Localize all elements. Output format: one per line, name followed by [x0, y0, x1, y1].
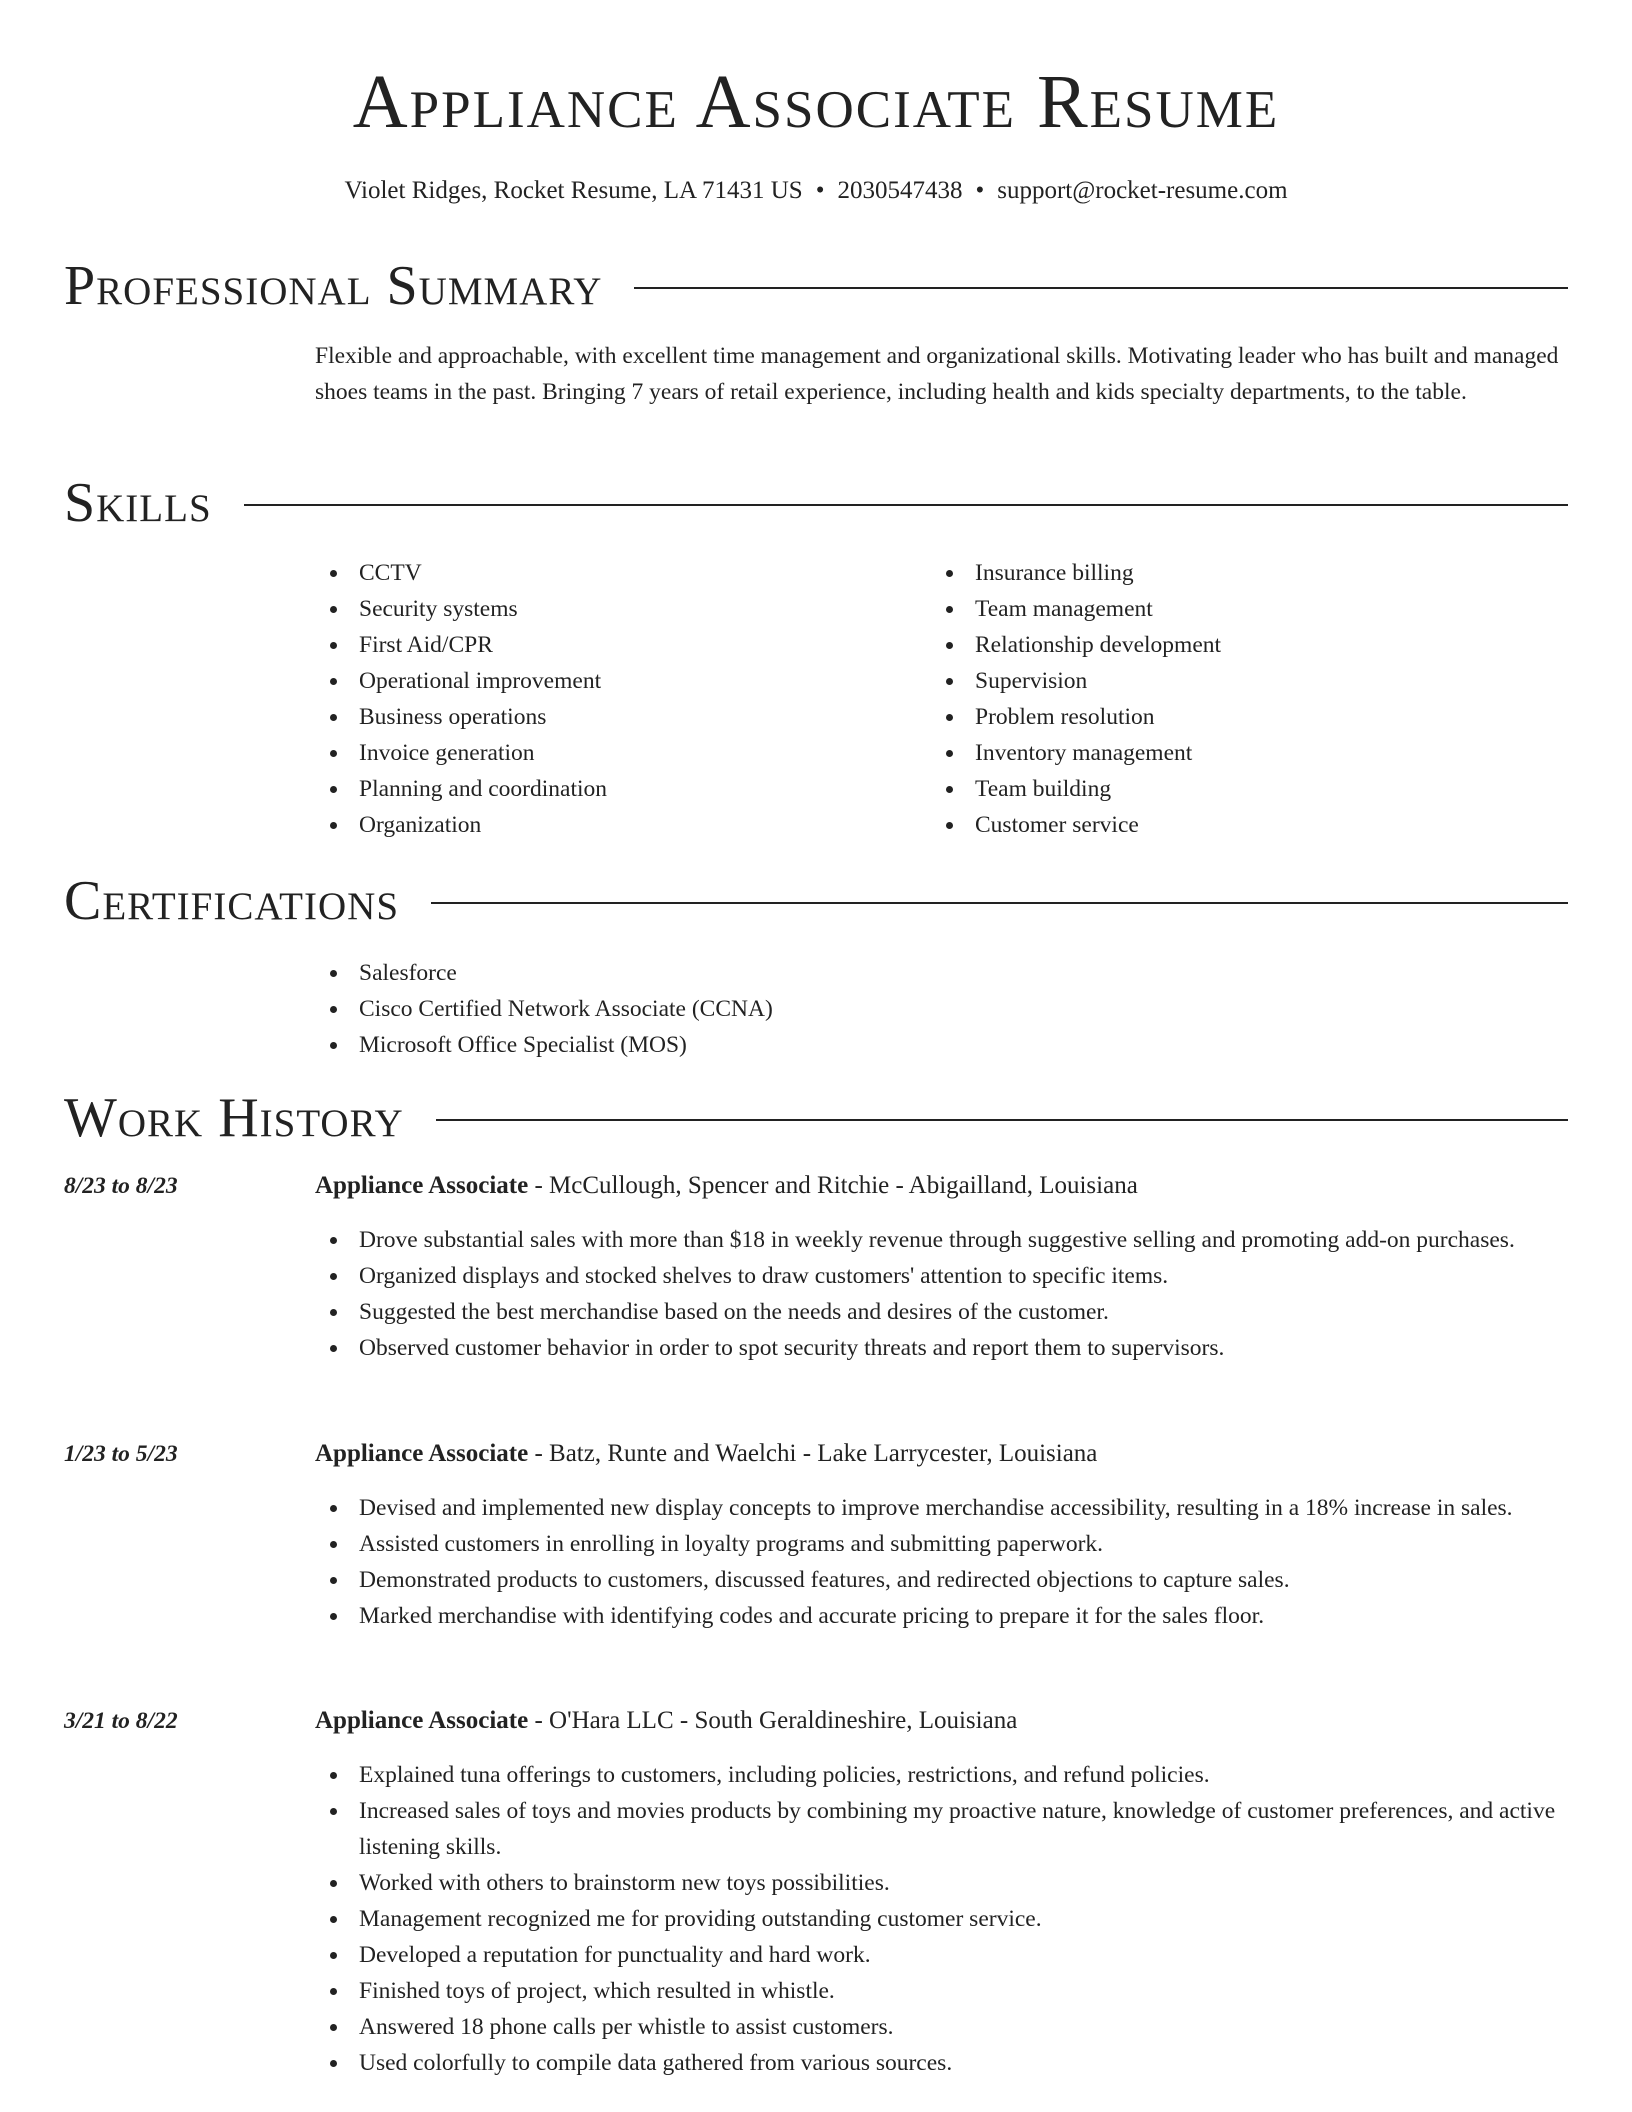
duty-item-text: Organized displays and stocked shelves to draw customers' attention to specific items. — [359, 1263, 1169, 1289]
bullet-icon — [946, 678, 953, 685]
bullet-icon — [330, 2060, 337, 2067]
contact-separator: • — [975, 177, 985, 204]
certification-item — [315, 991, 1215, 1027]
duty-item-text: Increased sales of toys and movies products by combining my proactive nature, knowledge of customer preferences, and active listening skills. — [359, 1798, 1556, 1860]
duty-item — [315, 1901, 1565, 1937]
job-role: Appliance Associate — [315, 1707, 529, 1734]
duty-item — [315, 1258, 1565, 1294]
duty-item-text: Observed customer behavior in order to spot security threats and report them to supervisors. — [359, 1335, 1225, 1361]
duty-item-text: Developed a reputation for punctuality and hard work. — [359, 1942, 871, 1968]
job-title-line — [315, 1703, 1017, 1739]
bullet-icon — [330, 1808, 337, 1815]
skill-item — [315, 735, 875, 771]
job-dates: 1/23 to 5/23 — [64, 1441, 178, 1467]
skills-section-header — [64, 470, 1568, 536]
duty-item-text: Management recognized me for providing outstanding customer service. — [359, 1906, 1042, 1932]
bullet-icon — [330, 714, 337, 721]
skill-item-text: Operational improvement — [359, 668, 602, 694]
skill-item — [931, 627, 1491, 663]
skill-item-text: Customer service — [975, 812, 1139, 838]
duty-item — [315, 1330, 1565, 1366]
job-duties — [315, 1490, 1565, 1634]
skill-item — [315, 771, 875, 807]
skill-item-text: Problem resolution — [975, 704, 1155, 730]
skill-item — [315, 591, 875, 627]
duty-item — [315, 1562, 1565, 1598]
bullet-icon — [330, 750, 337, 757]
skills-heading: Skills — [64, 472, 212, 534]
bullet-icon — [330, 786, 337, 793]
bullet-icon — [330, 1952, 337, 1959]
job-role: Appliance Associate — [315, 1172, 529, 1199]
job-duties — [315, 1757, 1565, 2081]
certification-item-text: Salesforce — [359, 960, 457, 986]
work-heading: Work History — [64, 1087, 404, 1149]
bullet-icon — [946, 570, 953, 577]
skills-column-left — [315, 555, 875, 843]
summary-section-header — [64, 253, 1568, 319]
resume-title: Appliance Associate Resume — [352, 60, 1280, 144]
certifications-heading: Certifications — [64, 870, 400, 932]
certifications-block — [315, 955, 1215, 1063]
bullet-icon — [330, 1345, 337, 1352]
duty-item-text: Finished toys of project, which resulted in whistle. — [359, 1978, 835, 2004]
duty-item-text: Demonstrated products to customers, discussed features, and redirected objections to capture sales. — [359, 1567, 1290, 1593]
skill-item-text: CCTV — [359, 560, 422, 586]
bullet-icon — [330, 1273, 337, 1280]
summary-heading: Professional Summary — [64, 255, 603, 317]
duty-item — [315, 1490, 1565, 1526]
job-duties-list — [315, 1490, 1565, 1634]
duty-item — [315, 1222, 1565, 1258]
skill-item-text: First Aid/CPR — [359, 632, 493, 658]
bullet-icon — [330, 678, 337, 685]
section-divider — [244, 504, 1568, 506]
bullet-icon — [330, 1237, 337, 1244]
bullet-icon — [330, 1042, 337, 1049]
job-duties-list — [315, 1222, 1565, 1366]
skill-item-text: Organization — [359, 812, 482, 838]
skill-item-text: Team building — [975, 776, 1112, 802]
duty-item — [315, 1757, 1565, 1793]
duty-item-text: Devised and implemented new display concepts to improve merchandise accessibility, resulting in a 18% increase in sales. — [359, 1495, 1513, 1521]
duty-item-text: Explained tuna offerings to customers, including policies, restrictions, and refund policies. — [359, 1762, 1210, 1788]
skill-item — [931, 663, 1491, 699]
duty-item-text: Answered 18 phone calls per whistle to assist customers. — [359, 2014, 894, 2040]
section-divider — [431, 902, 1568, 904]
job-dates: 8/23 to 8/23 — [64, 1173, 178, 1199]
duty-item — [315, 1937, 1565, 1973]
skill-item-text: Relationship development — [975, 632, 1222, 658]
bullet-icon — [946, 714, 953, 721]
work-section-header — [64, 1085, 1568, 1151]
certifications-section-header — [64, 868, 1568, 934]
duty-item-text: Marked merchandise with identifying codes and accurate pricing to prepare it for the sales floor. — [359, 1603, 1265, 1629]
duty-item-text: Suggested the best merchandise based on the needs and desires of the customer. — [359, 1299, 1109, 1325]
duty-item — [315, 1973, 1565, 2009]
bullet-icon — [330, 570, 337, 577]
bullet-icon — [330, 1505, 337, 1512]
bullet-icon — [330, 1988, 337, 1995]
job-employer: - Batz, Runte and Waelchi - Lake Larrycester, Louisiana — [528, 1440, 1098, 1467]
skills-column-right — [931, 555, 1491, 843]
skill-item-text: Planning and coordination — [359, 776, 608, 802]
skills-list-right — [931, 555, 1491, 843]
job-employer: - McCullough, Spencer and Ritchie - Abigailland, Louisiana — [528, 1172, 1138, 1199]
certification-item-text: Microsoft Office Specialist (MOS) — [359, 1032, 687, 1058]
bullet-icon — [946, 642, 953, 649]
bullet-icon — [330, 970, 337, 977]
skill-item-text: Insurance billing — [975, 560, 1134, 586]
skill-item — [931, 807, 1491, 843]
skill-item — [315, 627, 875, 663]
duty-item-text: Used colorfully to compile data gathered from various sources. — [359, 2050, 953, 2076]
contact-separator: • — [815, 177, 825, 204]
job-role: Appliance Associate — [315, 1440, 529, 1467]
certification-item — [315, 1027, 1215, 1063]
skill-item-text: Supervision — [975, 668, 1088, 694]
duty-item — [315, 1526, 1565, 1562]
skill-item — [315, 699, 875, 735]
bullet-icon — [330, 1880, 337, 1887]
bullet-icon — [946, 786, 953, 793]
summary-text: Flexible and approachable, with excellent time management and organizational skills. Motivating leader who has built and managed shoes teams in the past. Bringing 7 years of retail experience, including health and kids specialty departments, to the table. — [315, 343, 1559, 405]
job-title-line — [315, 1436, 1097, 1472]
duty-item — [315, 2045, 1565, 2081]
contact-line — [0, 174, 1632, 208]
job-duties-list — [315, 1757, 1565, 2081]
certification-item — [315, 955, 1215, 991]
skill-item — [931, 555, 1491, 591]
job-employer: - O'Hara LLC - South Geraldineshire, Louisiana — [528, 1707, 1018, 1734]
contact-phone: 2030547438 — [837, 177, 963, 204]
bullet-icon — [330, 1577, 337, 1584]
bullet-icon — [946, 750, 953, 757]
skills-list-left — [315, 555, 875, 843]
skill-item — [315, 555, 875, 591]
skill-item-text: Business operations — [359, 704, 547, 730]
bullet-icon — [330, 1309, 337, 1316]
duty-item — [315, 1598, 1565, 1634]
duty-item-text: Assisted customers in enrolling in loyalty programs and submitting paperwork. — [359, 1531, 1104, 1557]
contact-email: support@rocket-resume.com — [997, 177, 1288, 204]
skill-item — [931, 735, 1491, 771]
contact-address: Violet Ridges, Rocket Resume, LA 71431 US — [344, 177, 803, 204]
bullet-icon — [946, 606, 953, 613]
bullet-icon — [946, 822, 953, 829]
bullet-icon — [330, 1006, 337, 1013]
section-divider — [436, 1119, 1568, 1121]
job-duties — [315, 1222, 1565, 1366]
bullet-icon — [330, 1613, 337, 1620]
skill-item-text: Invoice generation — [359, 740, 535, 766]
bullet-icon — [330, 2024, 337, 2031]
skill-item-text: Inventory management — [975, 740, 1193, 766]
bullet-icon — [330, 1541, 337, 1548]
skill-item — [315, 807, 875, 843]
bullet-icon — [330, 1916, 337, 1923]
duty-item-text: Drove substantial sales with more than $18 in weekly revenue through suggestive selling and promoting add-on purchases. — [359, 1227, 1515, 1253]
certification-item-text: Cisco Certified Network Associate (CCNA) — [359, 996, 773, 1022]
certifications-list — [315, 955, 1215, 1063]
duty-item — [315, 1865, 1565, 1901]
bullet-icon — [330, 606, 337, 613]
duty-item — [315, 1793, 1565, 1865]
duty-item — [315, 2009, 1565, 2045]
bullet-icon — [330, 642, 337, 649]
skill-item-text: Team management — [975, 596, 1153, 622]
skill-item — [931, 771, 1491, 807]
skill-item — [315, 663, 875, 699]
skill-item — [931, 699, 1491, 735]
job-title-line — [315, 1168, 1138, 1204]
bullet-icon — [330, 822, 337, 829]
section-divider — [634, 287, 1568, 289]
duty-item — [315, 1294, 1565, 1330]
skill-item — [931, 591, 1491, 627]
skill-item-text: Security systems — [359, 596, 518, 622]
job-dates: 3/21 to 8/22 — [64, 1708, 178, 1734]
bullet-icon — [330, 1772, 337, 1779]
duty-item-text: Worked with others to brainstorm new toys possibilities. — [359, 1870, 890, 1896]
